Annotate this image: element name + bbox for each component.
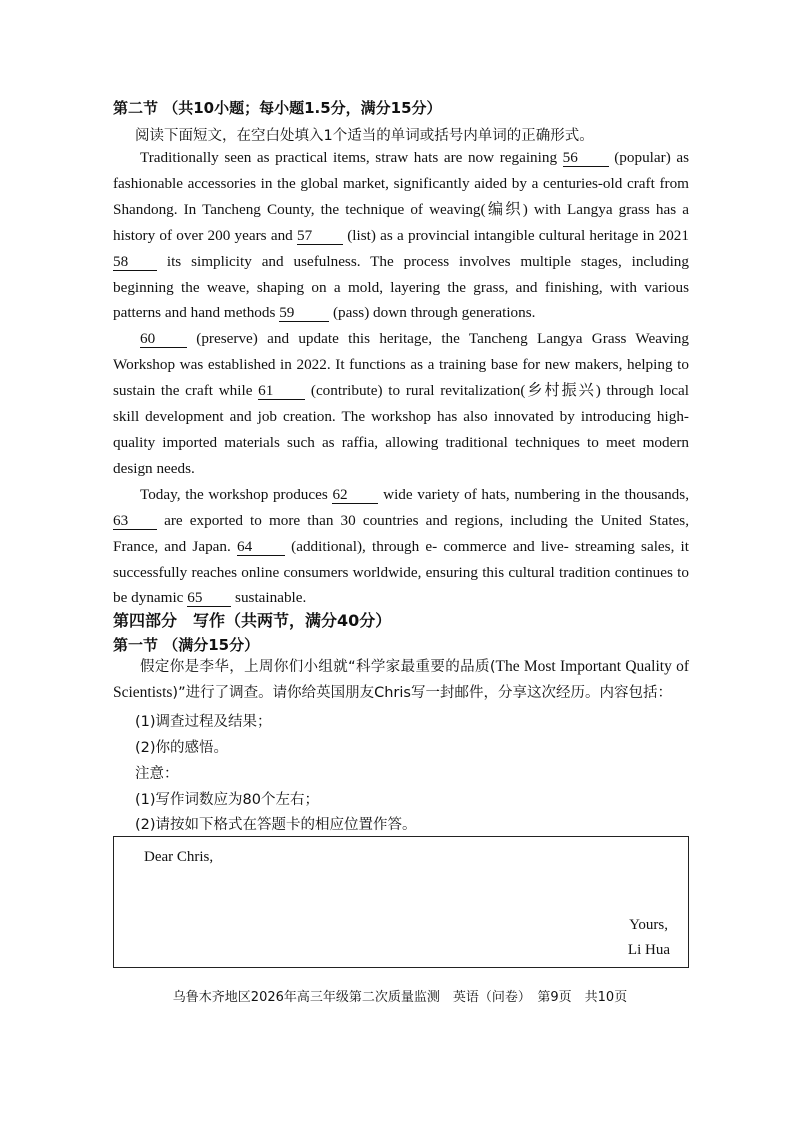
blank-57: 57 xyxy=(297,227,343,245)
blank-58: 58 xyxy=(113,253,157,271)
requirement-1: (1)调查过程及结果； xyxy=(135,714,272,730)
section2-instruction: 阅读下面短文，在空白处填入1个适当的单词或括号内单词的正确形式。 xyxy=(135,128,594,144)
part4-title: 第四部分 写作（共两节，满分40分） xyxy=(113,611,392,630)
passage-text: are exported to more than 30 countries and regions, including the United States, France, and Japan. xyxy=(113,511,689,555)
passage-paragraph-1 xyxy=(113,145,689,326)
letter-closing: Yours, xyxy=(629,917,668,933)
blank-65: 65 xyxy=(187,589,231,607)
passage-text: (contribute) to rural revitalization(乡村振兴) through local skill development and job creation. The workshop has also innovated by introducing high-quality imported materials such as raffia, allowing traditional techniques to meet modern design needs. xyxy=(113,382,689,477)
passage-text: (pass) down through generations. xyxy=(329,304,536,322)
blank-59: 59 xyxy=(279,304,329,322)
prompt-text: 假定你是李华，上周你们小组就“科学家最重要的品质( xyxy=(140,659,496,675)
requirement-2: (2)你的感悟。 xyxy=(135,740,229,756)
note-1: (1)写作词数应为80个左右； xyxy=(135,792,319,808)
blank-63: 63 xyxy=(113,512,157,530)
passage-text: sustainable. xyxy=(231,589,307,607)
note-2: (2)请按如下格式在答题卡的相应位置作答。 xyxy=(135,817,417,833)
blank-62: 62 xyxy=(332,486,378,504)
passage-text: (additional), through e- commerce and live- streaming sales, it successfully reaches online consumers worldwide, ensuring this cultural tradition continues to be dynamic xyxy=(113,537,689,607)
passage-text: (popular) as fashionable accessories in the global market, significantly aided by a centuries-old craft from Shandong. In Tancheng County, the technique of weaving(编织) with Langya grass has a history of over 200 years and xyxy=(113,149,689,244)
passage-text: Traditionally seen as practical items, straw hats are now regaining xyxy=(140,149,563,166)
section2-title: 第二节 （共10小题；每小题1.5分，满分15分） xyxy=(113,99,442,117)
note-label: 注意： xyxy=(135,766,179,782)
passage-text: wide variety of hats, numbering in the thousands, xyxy=(378,485,689,503)
passage-text: its simplicity and usefulness. The process involves multiple stages, including beginning the weave, shaping on a mold, layering the grass, and finishing, with various patterns and hand methods xyxy=(113,252,689,322)
blank-60: 60 xyxy=(140,330,187,348)
writing-prompt xyxy=(113,654,689,706)
prompt-english-title: The Most Important Quality of Scientists xyxy=(113,658,690,701)
passage-text: (list) as a provincial intangible cultural heritage in 2021 xyxy=(343,226,689,244)
blank-56: 56 xyxy=(563,149,609,167)
cloze-passage xyxy=(113,145,689,611)
prompt-text: )”进行了调查。请你给英国朋友Chris写一封邮件，分享这次经历。内容包括： xyxy=(172,685,672,701)
letter-greeting: Dear Chris, xyxy=(144,849,214,865)
letter-format-box xyxy=(113,836,689,968)
passage-text: Today, the workshop produces xyxy=(140,485,333,503)
blank-64: 64 xyxy=(237,538,285,556)
passage-text: (preserve) and update this heritage, the Tancheng Langya Grass Weaving Workshop was established in 2022. It functions as a training base for new makers, helping to sustain the craft while xyxy=(113,330,689,400)
page-footer: 乌鲁木齐地区2026年高三年级第二次质量监测 英语（问卷） 第9页 共10页 xyxy=(172,990,628,1005)
passage-paragraph-2 xyxy=(113,326,689,481)
letter-signer: Li Hua xyxy=(627,942,670,958)
passage-paragraph-3 xyxy=(113,482,689,612)
blank-61: 61 xyxy=(258,382,305,400)
section1-title: 第一节 （满分15分） xyxy=(113,636,260,654)
